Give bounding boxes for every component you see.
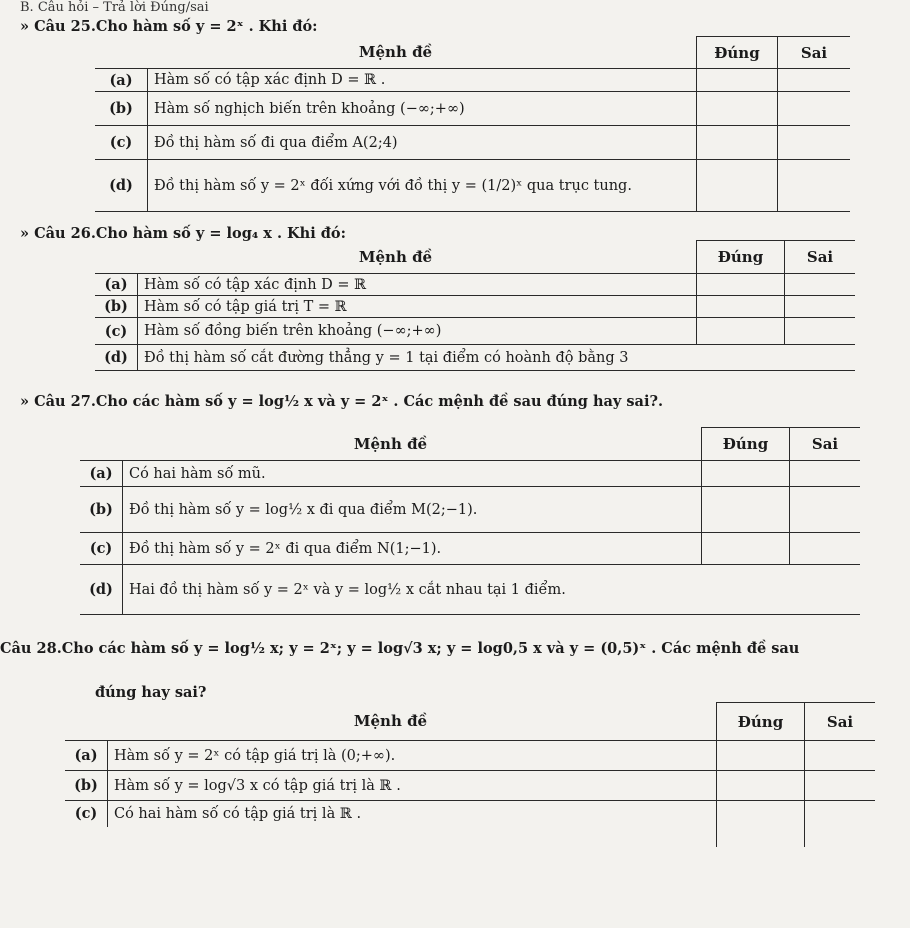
question-27-table [80,427,860,615]
row-label: (d) [95,345,138,371]
true-answer-cell[interactable] [717,741,805,771]
true-header: Đúng [697,241,785,274]
statement-text: Hàm số nghịch biến trên khoảng (−∞;+∞) [148,92,697,126]
row-label: (a) [95,274,138,296]
statement-header: Mệnh đề [80,428,702,461]
row-label: (d) [95,160,148,212]
question-28-title: Câu 28.Cho các hàm số y = log½ x; y = 2ˣ; y = log√3 x; y = log0,5 x và y = (0,5)ˣ . Các mệnh đề sau [0,640,800,657]
false-answer-cell[interactable] [790,533,861,565]
statement-text: Có hai hàm số có tập giá trị là ℝ . [108,801,717,827]
statement-text: Hàm số y = log√3 x có tập giá trị là ℝ . [108,771,717,801]
true-answer-cell[interactable] [697,274,785,296]
row-label: (c) [95,126,148,160]
true-answer-cell[interactable] [697,69,778,92]
question-28-title-continued: đúng hay sai? [95,684,207,701]
false-header: Sai [785,241,856,274]
true-answer-cell[interactable] [702,533,790,565]
statement-header: Mệnh đề [95,37,697,69]
true-header: Đúng [702,428,790,461]
question-26-title: » Câu 26.Cho hàm số y = log₄ x . Khi đó: [20,225,346,242]
false-answer-cell[interactable] [778,160,851,212]
false-answer-cell[interactable] [805,741,876,771]
row-label: (a) [65,741,108,771]
statement-text: Đồ thị hàm số y = 2ˣ đi qua điểm N(1;−1). [123,533,702,565]
statement-text: Đồ thị hàm số đi qua điểm A(2;4) [148,126,697,160]
statement-text: Hai đồ thị hàm số y = 2ˣ và y = log½ x cắt nhau tại 1 điểm. [123,565,861,615]
false-header: Sai [778,37,851,69]
true-answer-cell[interactable] [697,126,778,160]
row-label: (b) [80,487,123,533]
statement-text: Hàm số y = 2ˣ có tập giá trị là (0;+∞). [108,741,717,771]
question-25-title: » Câu 25.Cho hàm số y = 2ˣ . Khi đó: [20,18,318,35]
true-header: Đúng [697,37,778,69]
false-answer-cell[interactable] [790,461,861,487]
statement-text: Hàm số có tập xác định D = ℝ . [148,69,697,92]
statement-text: Hàm số đồng biến trên khoảng (−∞;+∞) [138,318,697,345]
row-label: (b) [65,771,108,801]
true-answer-cell[interactable] [697,318,785,345]
false-answer-cell[interactable] [785,274,856,296]
question-25-table [95,36,850,212]
true-answer-cell[interactable] [702,461,790,487]
row-label: (d) [80,565,123,615]
question-26-table [95,240,855,371]
statement-header: Mệnh đề [65,703,717,741]
true-answer-cell[interactable] [697,296,785,318]
false-answer-cell[interactable] [778,92,851,126]
true-answer-cell[interactable] [717,801,805,827]
false-answer-cell[interactable] [778,69,851,92]
row-label: (a) [80,461,123,487]
row-label: (c) [95,318,138,345]
true-header: Đúng [717,703,805,741]
statement-header: Mệnh đề [95,241,697,274]
false-answer-cell[interactable] [785,296,856,318]
false-answer-cell[interactable] [778,126,851,160]
statement-text: Đồ thị hàm số y = 2ˣ đối xứng với đồ thị y = (1/2)ˣ qua trục tung. [148,160,697,212]
statement-text: Đồ thị hàm số cắt đường thẳng y = 1 tại điểm có hoành độ bằng 3 [138,345,856,371]
false-header: Sai [805,703,876,741]
question-28-table [65,702,875,847]
row-label: (a) [95,69,148,92]
statement-text: Có hai hàm số mũ. [123,461,702,487]
true-answer-cell[interactable] [697,92,778,126]
false-answer-cell[interactable] [790,487,861,533]
false-answer-cell[interactable] [805,801,876,827]
question-27-title: » Câu 27.Cho các hàm số y = log½ x và y = 2ˣ . Các mệnh đề sau đúng hay sai?. [20,393,663,410]
statement-text: Hàm số có tập xác định D = ℝ [138,274,697,296]
true-answer-cell[interactable] [702,487,790,533]
row-label: (b) [95,296,138,318]
false-answer-cell[interactable] [785,318,856,345]
statement-text: Đồ thị hàm số y = log½ x đi qua điểm M(2;−1). [123,487,702,533]
statement-text: Hàm số có tập giá trị T = ℝ [138,296,697,318]
true-answer-cell[interactable] [717,771,805,801]
true-answer-cell[interactable] [697,160,778,212]
row-label: (c) [80,533,123,565]
row-label: (c) [65,801,108,827]
false-header: Sai [790,428,861,461]
false-answer-cell[interactable] [805,771,876,801]
row-label: (b) [95,92,148,126]
section-header: B. Câu hỏi – Trả lời Đúng/sai [20,0,209,15]
